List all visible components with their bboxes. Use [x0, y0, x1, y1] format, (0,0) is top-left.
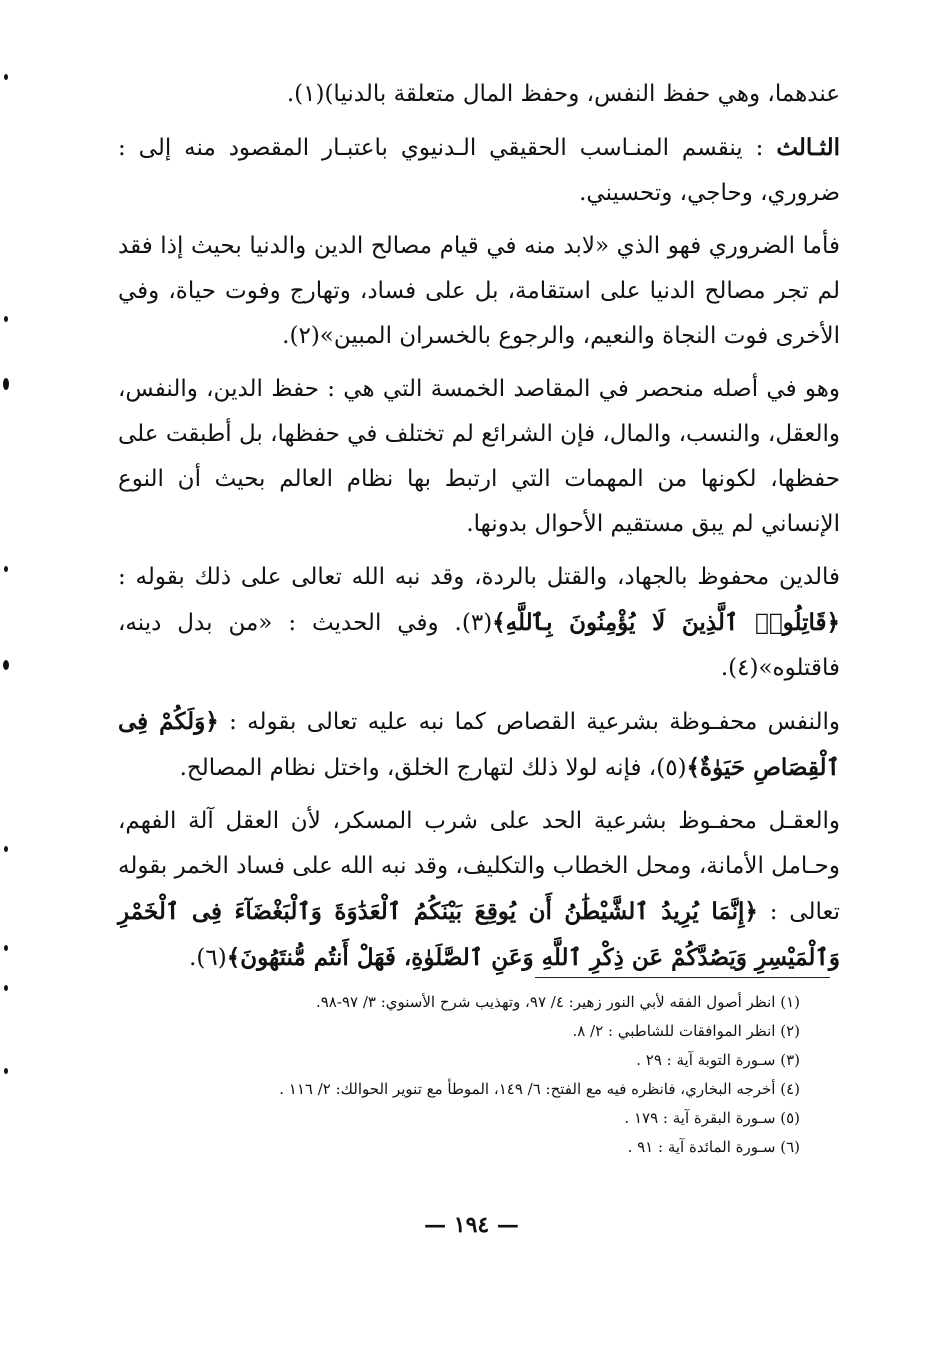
footnote-item: (٢) انظر الموافقات للشاطبي : ٢/ ٨. — [572, 1022, 800, 1040]
scan-artifact-dot — [4, 566, 8, 572]
scan-artifact-dot — [3, 378, 9, 390]
quran-verse: ﴿إِنَّمَا يُرِيدُ ٱلشَّيْطَٰنُ أَن يُوقِعَ بَيْنَكُمُ ٱلْعَدَٰوَةَ وَٱلْبَغْضَآءَ فِى ٱلْخَمْرِ وَٱلْمَيْسِرِ وَيَصُدَّكُمْ عَن ذِكْرِ ٱللَّهِ وَعَنِ ٱلصَّلَوٰةِ، فَهَلْ أَنتُم مُّنتَهُونَ﴾ — [118, 898, 840, 971]
scan-artifact-dot — [4, 985, 8, 991]
quran-verse: ﴿وَلَكُمْ فِى ٱلْقِصَاصِ حَيَوٰةٌ﴾ — [118, 708, 840, 781]
scan-artifact-dot — [4, 846, 8, 852]
paragraph-7 — [118, 799, 840, 981]
footnote-item: (٤) أخرجه البخاري، فانظره فيه مع الفتح: ٦/ ١٤٩، الموطأ مع تنوير الحوالك: ٢/ ١١٦ . — [279, 1080, 800, 1098]
scan-artifact-dot — [4, 945, 8, 951]
scan-artifact-dot — [4, 1068, 8, 1074]
paragraph-text: وهو في أصله منحصر في المقاصد الخمسة التي هي : حفظ الدين، والنفس، والعقل، والنسب، والمال، فإن الشرائع لم تختلف في حفظها، بل أطبقت على حفظها، لكونها من المهمات التي ارتبط بها نظام العالم بحيث أن النوع الإنساني لم يبق مستقيم الأحوال بدونها. — [118, 376, 840, 537]
scan-artifact-dot — [3, 660, 9, 670]
paragraph-text: فأما الضروري فهو الذي «لابد منه في قيام مصالح الدين والدنيا بحيث إذا فقد لم تجر مصالح الدنيا على استقامة، بل على فساد، وتهارج وفوت حياة، وفي الأخرى فوت النجاة والنعيم، والرجوع بالخسران المبين»(٢). — [118, 233, 840, 349]
footnote-separator — [535, 977, 830, 978]
page-number: — ١٩٤ — — [424, 1212, 519, 1238]
footnote-item: (٥) سـورة البقرة آية : ١٧٩ . — [624, 1109, 800, 1127]
quran-verse: ﴿قَاتِلُوا۟ ٱلَّذِينَ لَا يُؤْمِنُونَ بِٱللَّهِ﴾ — [492, 609, 841, 636]
paragraph-text-after: (٦). — [189, 945, 227, 971]
paragraph-text: والنفس محفـوظة بشرعية القصاص كما نبه عليه تعالى بقوله : — [218, 709, 840, 735]
footnote-item: (٦) سـورة المائدة آية : ٩١ . — [627, 1138, 800, 1156]
paragraph-text: : ينقسم المنـاسب الحقيقي الـدنيوي باعتبـار المقصود منه إلى : ضروري، وحاجي، وتحسيني. — [118, 135, 840, 206]
main-text — [118, 72, 840, 989]
footnote-item: (١) انظر أصول الفقه لأبي النور زهير: ٤/ ٩٧، وتهذيب شرح الأسنوي: ٣/ ٩٧-٩٨. — [315, 993, 800, 1011]
paragraph-5 — [118, 555, 840, 691]
footnote-item: (٣) سـورة التوبة آية : ٢٩ . — [636, 1051, 800, 1069]
footnotes — [150, 988, 800, 1162]
paragraph-text-after: (٥)، فإنه لولا ذلك لتهارج الخلق، واختل نظام المصالح. — [179, 755, 687, 781]
paragraph-1 — [118, 72, 840, 117]
paragraph-3 — [118, 224, 840, 359]
paragraph-text-after: (٣). وفي الحديث : «من بدل دينه، فاقتلوه»(٤). — [118, 610, 840, 681]
section-lead-word: الثـالث — [776, 134, 840, 161]
paragraph-6 — [118, 699, 840, 791]
scan-artifact-dot — [4, 74, 8, 80]
paragraph-4 — [118, 367, 840, 547]
paragraph-text: والعقـل محفـوظ بشرعية الحد على شرب المسكر، لأن العقل آلة الفهم، وحـامل الأمانة، ومحل الخطاب والتكليف، وقد نبه الله على فساد الخمر بقوله تعالى : — [118, 808, 840, 925]
scan-artifact-dot — [4, 316, 8, 322]
paragraph-text: فالدين محفوظ بالجهاد، والقتل بالردة، وقد نبه الله تعالى على ذلك بقوله : — [118, 564, 840, 590]
paragraph-2 — [118, 125, 840, 216]
paragraph-text: عندهما، وهي حفظ النفس، وحفظ المال متعلقة بالدنيا)(١). — [286, 81, 840, 107]
